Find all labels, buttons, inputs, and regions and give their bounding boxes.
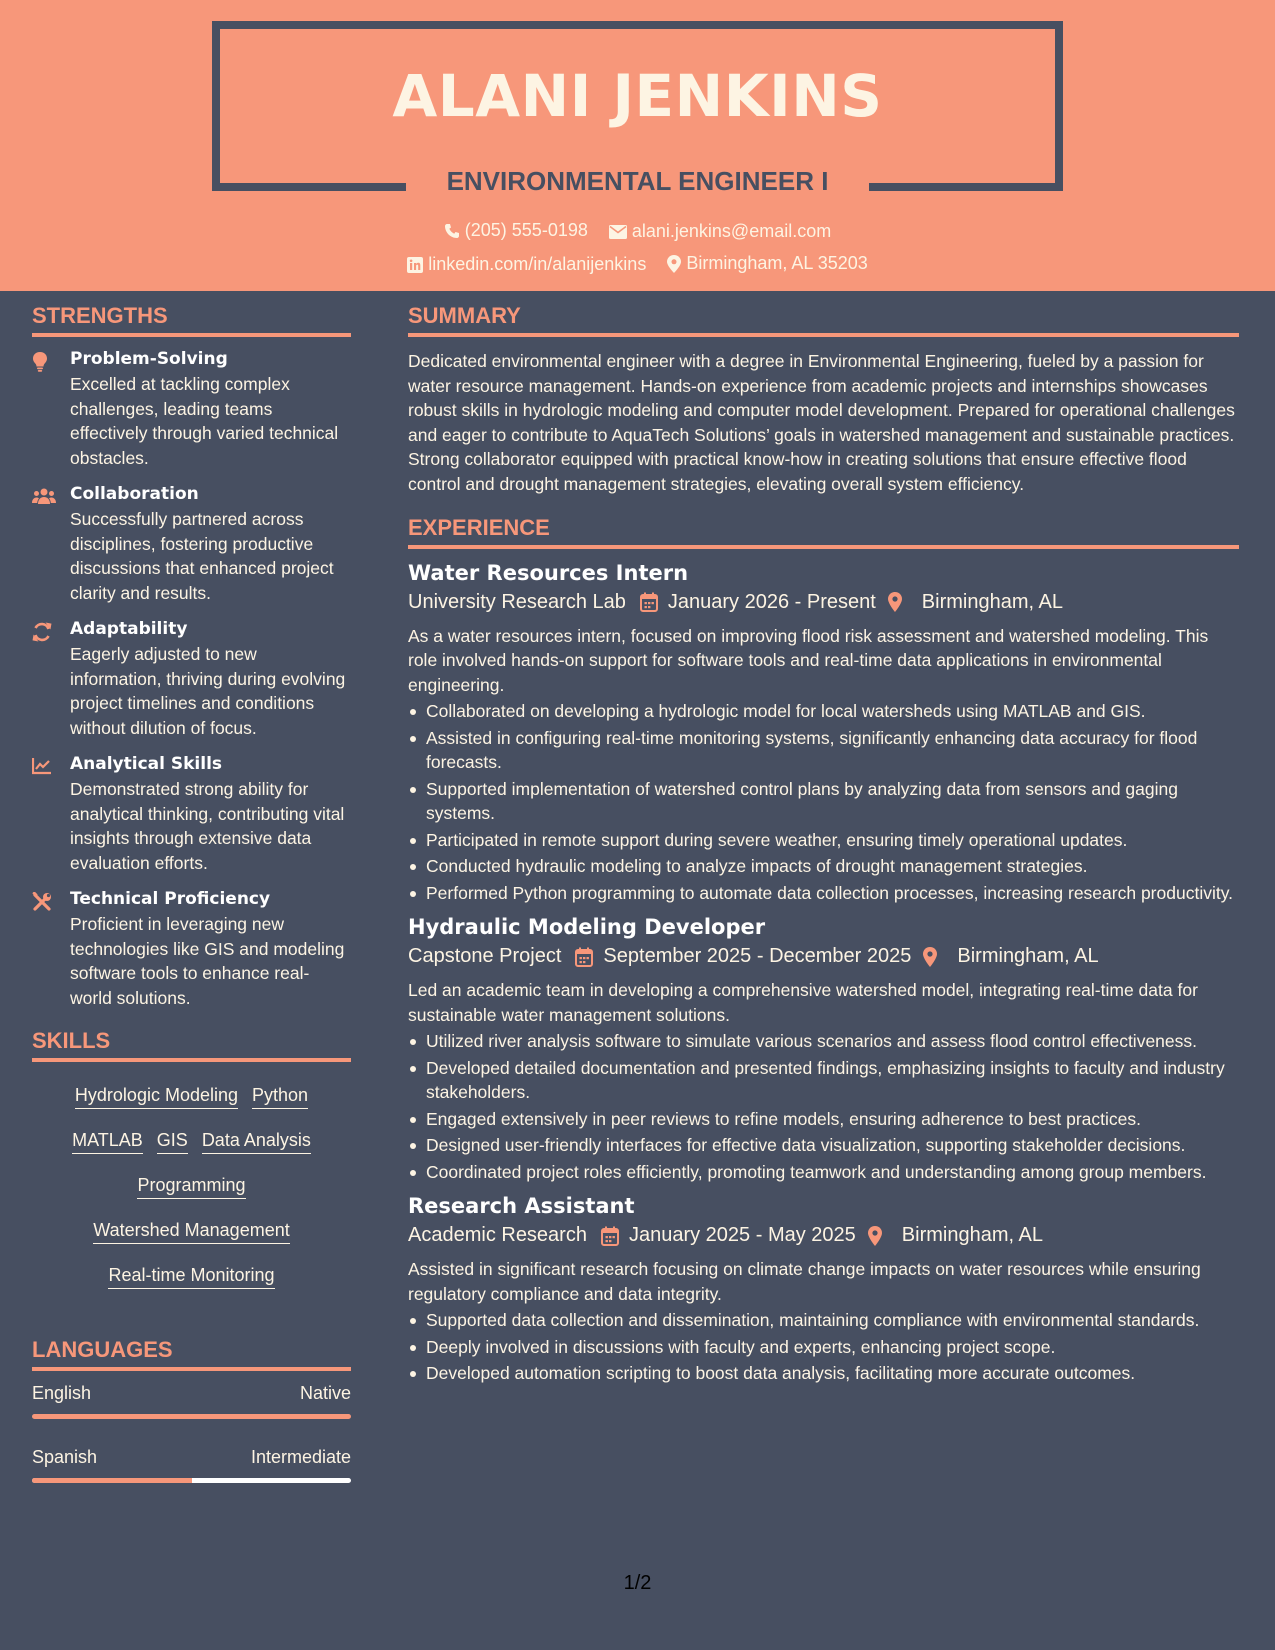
languages-heading: LANGUAGES [32,1337,351,1371]
email-contact[interactable] [609,221,831,242]
refresh-icon [32,622,52,642]
strength-title: Collaboration [70,484,199,504]
skill-tag: Watershed Management [93,1220,289,1244]
job-entry [408,561,1239,906]
job-role: Water Resources Intern [408,560,689,585]
strength-item [32,889,351,1010]
candidate-name: ALANI JENKINS [392,62,883,130]
language-name: English [32,1383,92,1403]
summary-heading: SUMMARY [408,303,1239,337]
skill-tag: Python [252,1085,308,1109]
language-item [32,1447,351,1483]
job-bullet: Utilized river analysis software to simulate various scenarios and assess flood control effectiveness. [408,1029,1239,1054]
skill-tag: Data Analysis [202,1130,311,1154]
job-bullet: Participated in remote support during severe weather, ensuring timely operational updates. [408,828,1239,853]
strength-title: Adaptability [70,619,188,639]
job-bullet: Engaged extensively in peer reviews to refine models, ensuring adherence to best practices. [408,1107,1239,1132]
chart-line-icon [32,757,52,775]
job-description: As a water resources intern, focused on improving flood risk assessment and watershed modeling. This role involved hands-on support for software tools and real-time data applications in environmental engineering. [408,625,1209,695]
strength-title: Problem-Solving [70,349,228,369]
language-bar-fill [32,1414,351,1419]
strengths-heading: STRENGTHS [32,303,351,337]
envelope-icon [609,225,627,239]
language-item [32,1383,351,1419]
strength-item [32,754,351,875]
calendar-icon [601,1226,619,1246]
job-bullets [408,1308,1239,1386]
map-pin-icon [667,255,681,273]
phone-contact[interactable] [444,220,588,241]
job-location: Birmingham, AL [957,945,1099,968]
page-number: 1/2 [623,1572,652,1594]
language-bar [32,1478,351,1483]
right-column [408,303,1239,1396]
job-dates: September 2025 - December 2025 [603,945,912,968]
job-bullet: Coordinated project roles efficiently, promoting teamwork and understanding among group members. [408,1160,1239,1185]
email-text: alani.jenkins@email.com [631,221,832,241]
phone-text: (205) 555-0198 [464,220,588,240]
job-bullet: Conducted hydraulic modeling to analyze impacts of drought management strategies. [408,854,1239,879]
job-bullets [408,699,1239,905]
job-organization: Capstone Project [408,945,562,968]
experience-heading: EXPERIENCE [408,515,1239,549]
job-bullet: Performed Python programming to automate data collection processes, increasing research productivity. [408,881,1239,906]
skills-heading: SKILLS [32,1028,351,1062]
job-dates: January 2025 - May 2025 [628,1224,856,1247]
job-entry [408,915,1239,1184]
lightbulb-icon [32,352,48,372]
job-location: Birmingham, AL [921,590,1063,613]
job-title: ENVIRONMENTAL ENGINEER I [446,166,829,196]
job-bullet: Supported implementation of watershed control plans by analyzing data from sensors and gaging systems. [408,777,1239,826]
strength-title: Technical Proficiency [70,889,271,909]
linkedin-icon [407,257,423,273]
job-dates: January 2026 - Present [667,590,876,613]
strength-desc: Proficient in leveraging new technologies like GIS and modeling software tools to enhance real-world solutions. [70,914,345,1008]
job-role: Hydraulic Modeling Developer [408,915,766,940]
job-bullet: Supported data collection and dissemination, maintaining compliance with environmental standards. [408,1308,1239,1333]
linkedin-text: linkedin.com/in/alanijenkins [428,254,647,274]
experience-list [408,561,1239,1386]
strength-desc: Excelled at tackling complex challenges, leading teams effectively through varied technical obstacles. [70,374,339,468]
strength-item [32,619,351,740]
calendar-icon [575,947,593,967]
job-meta [408,945,1239,968]
users-icon [32,487,56,505]
left-column [32,303,351,1501]
language-name: Spanish [32,1447,98,1467]
strength-desc: Successfully partnered across disciplines, fostering productive discussions that enhanced project clarity and results. [70,509,334,603]
skill-tag: Real-time Monitoring [108,1265,274,1289]
job-description: Led an academic team in developing a comprehensive watershed model, integrating real-time data for sustainable water management solutions. [408,980,1198,1025]
strength-item [32,349,351,470]
skill-tag: Hydrologic Modeling [75,1085,238,1109]
location-text: Birmingham, AL 35203 [686,253,868,273]
job-bullet: Deeply involved in discussions with faculty and experts, enhancing project scope. [408,1335,1239,1360]
contact-row-2 [0,253,1275,278]
summary-text: Dedicated environmental engineer with a degree in Environmental Engineering, fueled by a passion for water resource management. Hands-on experience from academic projects and internships showcases robust skills in hydrologic modeling and computer model development. Prepared for operational challenges and eager to contribute to AquaTech Solutions’ goals in watershed management and sustainable practices. Strong collaborator equipped with practical know-how in creating solutions that ensure effective flood control and drought management strategies, elevating overall system efficiency. [408,351,1235,494]
header [0,0,1275,291]
strength-item [32,484,351,605]
map-pin-icon [888,592,902,612]
tools-icon [32,892,52,912]
job-role: Research Assistant [408,1194,635,1219]
contact-row-1 [0,220,1275,244]
skills-list [32,1074,351,1323]
linkedin-contact[interactable] [407,254,646,275]
job-bullet: Designed user-friendly interfaces for effective data visualization, supporting stakeholder decisions. [408,1133,1239,1158]
job-location: Birmingham, AL [901,1224,1043,1247]
calendar-icon [640,592,658,612]
language-level: Intermediate [250,1447,351,1467]
job-bullet: Collaborated on developing a hydrologic model for local watersheds using MATLAB and GIS. [408,699,1239,724]
strength-title: Analytical Skills [70,754,223,774]
job-description: Assisted in significant research focusing on climate change impacts on water resources while ensuring regulatory compliance and data integrity. [408,1259,1201,1304]
language-bar [32,1414,351,1419]
job-entry [408,1194,1239,1386]
job-bullet: Developed automation scripting to boost data analysis, facilitating more accurate outcomes. [408,1361,1239,1386]
skill-tag: GIS [157,1130,188,1154]
map-pin-icon [923,947,937,967]
job-bullet: Assisted in configuring real-time monitoring systems, significantly enhancing data accuracy for flood forecasts. [408,726,1239,775]
job-bullets [408,1029,1239,1184]
strength-desc: Eagerly adjusted to new information, thriving during evolving project timelines and conditions without dilution of focus. [70,644,346,738]
strength-desc: Demonstrated strong ability for analytical thinking, contributing vital insights through extensive data evaluation efforts. [70,779,345,873]
phone-icon [444,223,460,239]
map-pin-icon [868,1226,882,1246]
job-meta [408,1224,1239,1247]
language-bar-fill [32,1478,192,1483]
language-level: Native [299,1383,351,1403]
job-organization: Academic Research [408,1224,587,1247]
job-meta [408,591,1239,614]
location-contact [667,253,867,274]
job-bullet: Developed detailed documentation and presented findings, emphasizing insights to faculty and industry stakeholders. [408,1056,1239,1105]
skill-tag: Programming [137,1175,245,1199]
skill-tag: MATLAB [72,1130,143,1154]
job-organization: University Research Lab [408,590,626,613]
